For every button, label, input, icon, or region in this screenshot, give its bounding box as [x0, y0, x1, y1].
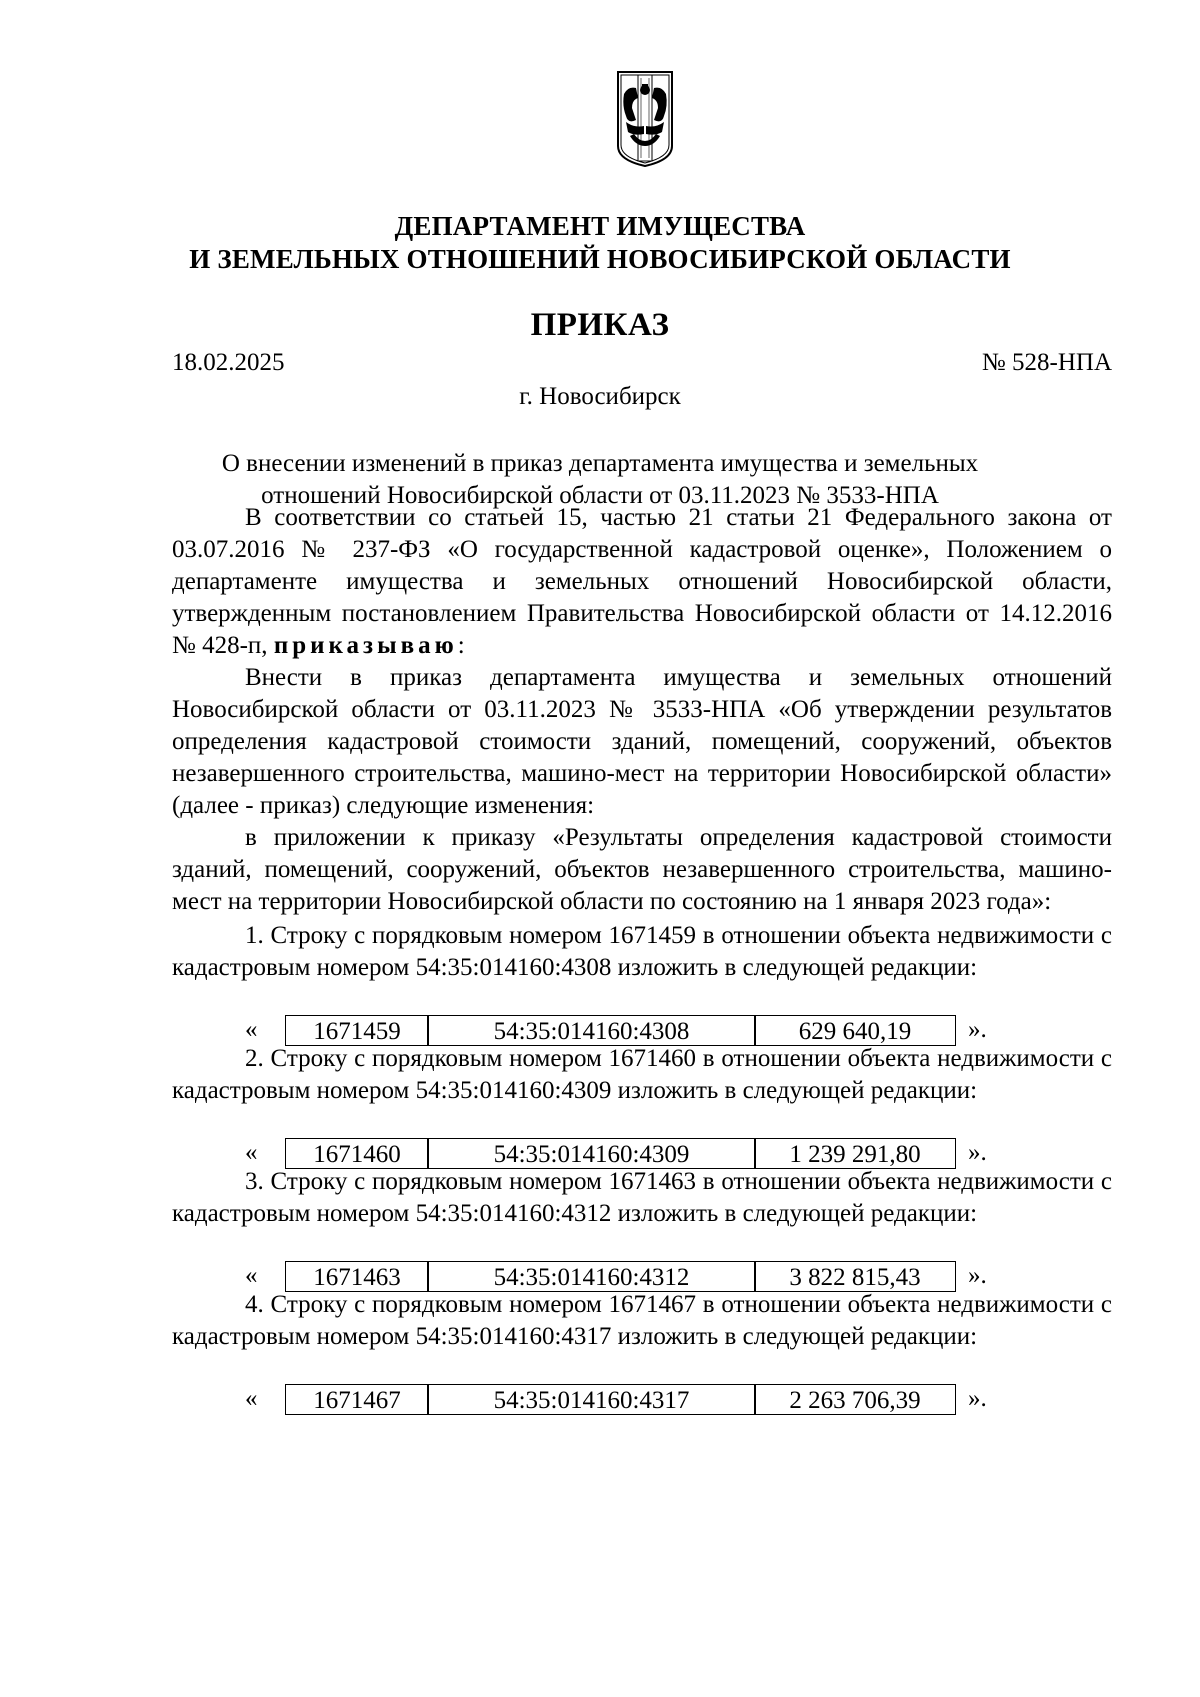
- document-title: ПРИКАЗ: [530, 307, 670, 343]
- row-cadastral-cell: 54:35:014160:4308: [427, 1015, 756, 1046]
- quote-close: ».: [968, 1139, 987, 1166]
- row-seq-cell: 1671459: [285, 1015, 429, 1046]
- amendment-item-text: 1. Строку с порядковым номером 1671459 в отношении объекта недвижимости с кадастровым номером 54:35:014160:4308 изложить в следующей редакции:: [172, 922, 1112, 981]
- subject-line-1: О внесении изменений в приказ департамента имущества и земельных: [221, 450, 979, 477]
- quote-close: ».: [968, 1385, 987, 1412]
- row-value-cell: 1 239 291,80: [754, 1138, 956, 1169]
- department-name-line-1: ДЕПАРТАМЕНТ ИМУЩЕСТВА: [394, 211, 806, 241]
- amendment-item-text: 3. Строку с порядковым номером 1671463 в отношении объекта недвижимости с кадастровым номером 54:35:014160:4312 изложить в следующей редакции:: [172, 1168, 1112, 1227]
- row-cadastral-cell: 54:35:014160:4309: [427, 1138, 756, 1169]
- order-word: приказываю: [273, 632, 458, 659]
- appendix-paragraph: в приложении к приказу «Результаты определения кадастровой стоимости зданий, помещений, сооружений, объектов незавершенного строительства, машино-мест на территории Новосибирской области по состоянию на 1 января 2023 года»:: [172, 824, 1112, 915]
- quote-open: «: [245, 1385, 258, 1412]
- coat-of-arms-icon: [616, 70, 674, 168]
- preamble-paragraph: [172, 502, 1112, 662]
- row-seq-cell: 1671460: [285, 1138, 429, 1169]
- department-name-line-2: И ЗЕМЕЛЬНЫХ ОТНОШЕНИЙ НОВОСИБИРСКОЙ ОБЛАСТИ: [189, 244, 1011, 274]
- preamble-text: В соответствии со статьей 15, частью 21 статьи 21 Федерального закона от 03.07.2016 № 237-ФЗ «О государственной кадастровой оценке», Положением о департаменте имущества и земельных отношений Новосибирской области, утвержденным постановлением Правительства Новосибирской области от 14.12.2016 № 428-п,: [172, 504, 1112, 659]
- amendment-paragraph: Внести в приказ департамента имущества и земельных отношений Новосибирской области от 03.11.2023 № 3533-НПА «Об утверждении результатов определения кадастровой стоимости зданий, помещений, сооружений, объектов незавершенного строительства, машино-мест на территории Новосибирской области» (далее - приказ) следующие изменения:: [172, 664, 1112, 819]
- row-value-cell: 2 263 706,39: [754, 1384, 956, 1415]
- quote-open: «: [245, 1139, 258, 1166]
- department-name: [0, 210, 1200, 276]
- amendment-item: [172, 1166, 1112, 1230]
- quote-close: ».: [968, 1016, 987, 1043]
- amendment-item: [172, 1043, 1112, 1107]
- row-value-cell: 629 640,19: [754, 1015, 956, 1046]
- amendment-item: [172, 920, 1112, 984]
- amendment-item-text: 2. Строку с порядковым номером 1671460 в отношении объекта недвижимости с кадастровым номером 54:35:014160:4309 изложить в следующей редакции:: [172, 1045, 1112, 1104]
- body-text: [172, 502, 1112, 918]
- amendment-item: [172, 1289, 1112, 1353]
- row-seq-cell: 1671463: [285, 1261, 429, 1292]
- amendment-item-text: 4. Строку с порядковым номером 1671467 в отношении объекта недвижимости с кадастровым номером 54:35:014160:4317 изложить в следующей редакции:: [172, 1291, 1112, 1350]
- amendment-row: [0, 1259, 1200, 1293]
- row-cadastral-cell: 54:35:014160:4312: [427, 1261, 756, 1292]
- quote-open: «: [245, 1262, 258, 1289]
- quote-open: «: [245, 1016, 258, 1043]
- row-cadastral-cell: 54:35:014160:4317: [427, 1384, 756, 1415]
- row-seq-cell: 1671467: [285, 1384, 429, 1415]
- order-colon: :: [457, 632, 465, 659]
- amendment-row: [0, 1382, 1200, 1416]
- amendment-row: [0, 1013, 1200, 1047]
- row-value-cell: 3 822 815,43: [754, 1261, 956, 1292]
- quote-close: ».: [968, 1262, 987, 1289]
- amendment-row: [0, 1136, 1200, 1170]
- document-city: г. Новосибирск: [519, 383, 681, 410]
- document-number: № 528-НПА: [981, 349, 1112, 376]
- subject-line-2: отношений Новосибирской области от 03.11.2023 № 3533-НПА: [261, 482, 939, 509]
- document-date: 18.02.2025: [172, 349, 285, 376]
